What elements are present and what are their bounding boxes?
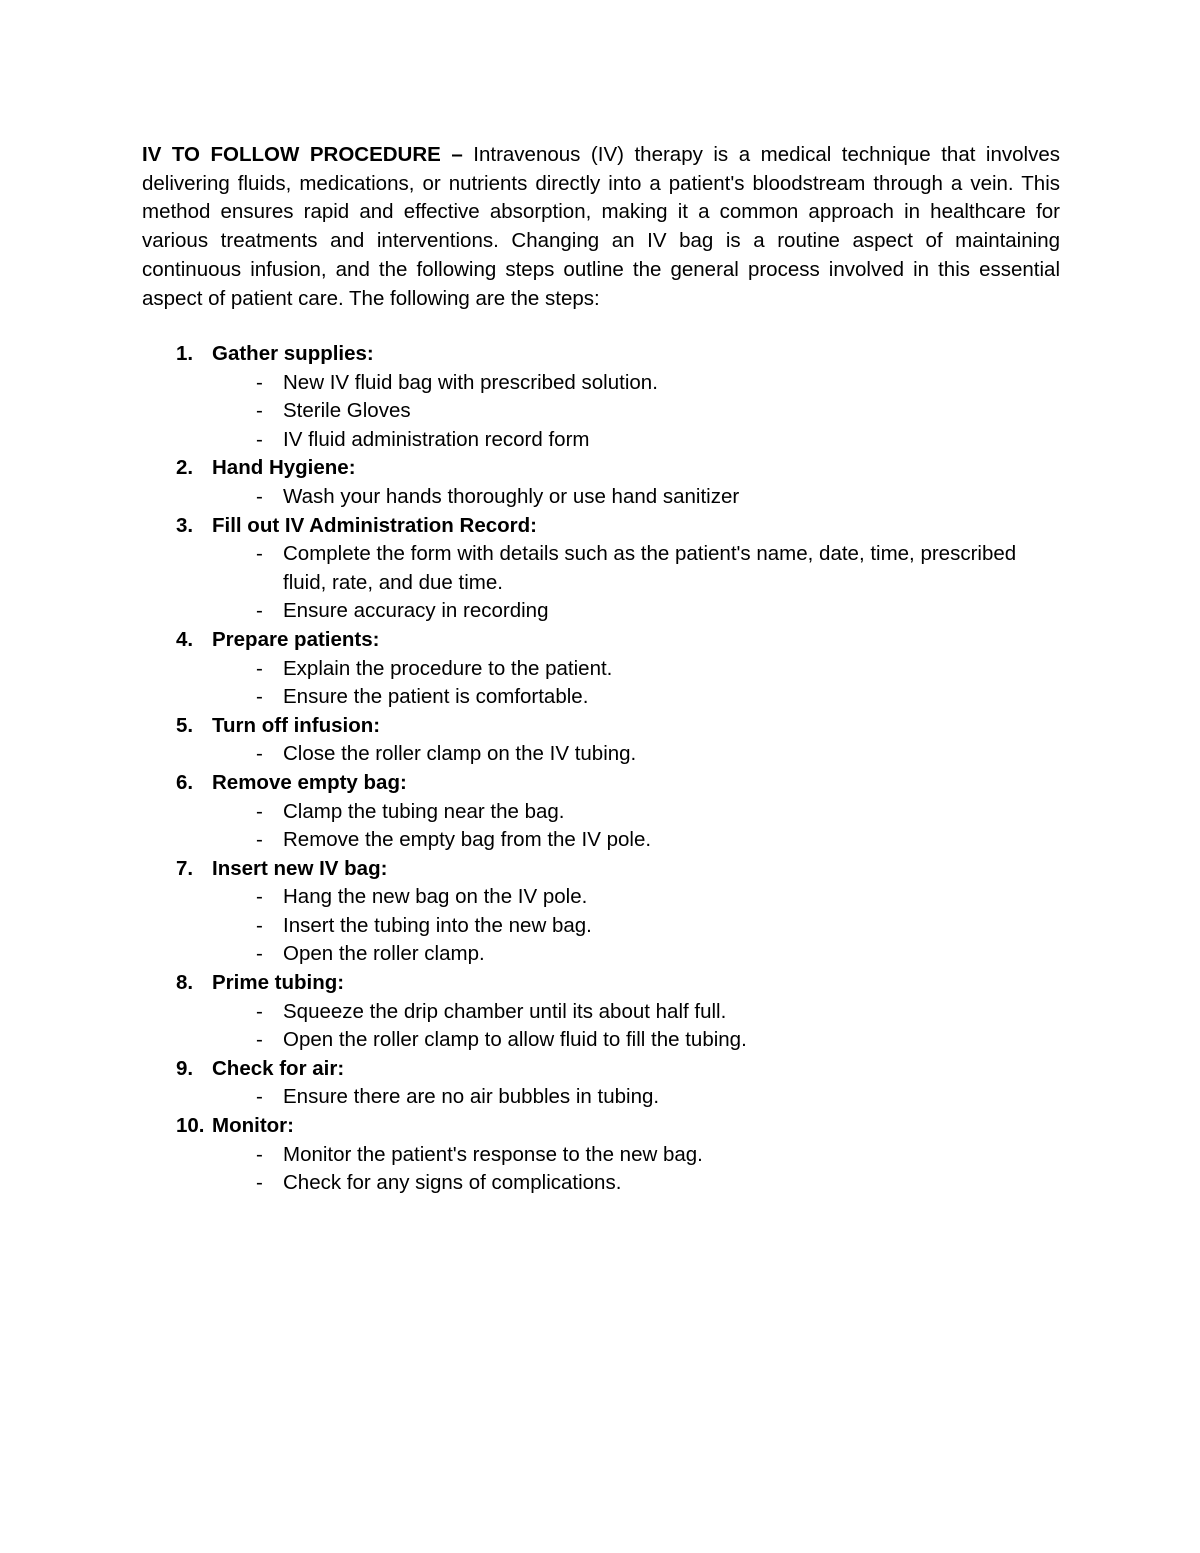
procedure-step [142, 454, 1060, 511]
step-number: 4. [176, 627, 194, 651]
step-title: Remove empty bag: [212, 770, 407, 794]
step-substeps [142, 1141, 1060, 1198]
step-substeps [142, 483, 1060, 512]
substep-text: Ensure accuracy in recording [283, 599, 549, 623]
substep-text: Open the roller clamp. [283, 942, 485, 966]
step-title: Insert new IV bag: [212, 856, 388, 880]
substep-item [142, 397, 1060, 426]
dash-bullet: - [256, 656, 263, 680]
step-title: Fill out IV Administration Record: [212, 513, 537, 537]
step-heading [142, 626, 1060, 655]
substep-text: Check for any signs of complications. [283, 1171, 622, 1195]
substep-text: Hang the new bag on the IV pole. [283, 885, 588, 909]
step-substeps [142, 369, 1060, 455]
procedure-step [142, 855, 1060, 969]
step-substeps [142, 1083, 1060, 1112]
step-title: Prime tubing: [212, 971, 345, 995]
dash-bullet: - [256, 885, 263, 909]
dash-bullet: - [256, 1142, 263, 1166]
step-substeps [142, 883, 1060, 969]
substep-item [142, 1083, 1060, 1112]
substep-text: Squeeze the drip chamber until its about half full. [283, 999, 727, 1023]
step-number: 1. [176, 342, 194, 365]
dash-bullet: - [256, 799, 263, 823]
substep-text: Explain the procedure to the patient. [283, 656, 613, 680]
substep-item [142, 740, 1060, 769]
step-heading [142, 512, 1060, 541]
step-title: Hand Hygiene: [212, 456, 356, 480]
step-substeps [142, 740, 1060, 769]
step-substeps [142, 655, 1060, 712]
step-number: 7. [176, 856, 194, 880]
substep-item [142, 940, 1060, 969]
step-title: Monitor: [212, 1114, 294, 1138]
step-title: Gather supplies: [212, 342, 374, 365]
dash-bullet: - [256, 427, 263, 451]
step-substeps [142, 798, 1060, 855]
substep-text: Remove the empty bag from the IV pole. [283, 828, 652, 852]
step-heading [142, 712, 1060, 741]
substep-item [142, 883, 1060, 912]
dash-bullet: - [256, 742, 263, 766]
step-heading [142, 1055, 1060, 1084]
step-heading [142, 340, 1060, 369]
procedure-step [142, 1112, 1060, 1198]
dash-bullet: - [256, 399, 263, 423]
dash-bullet: - [256, 599, 263, 623]
dash-bullet: - [256, 370, 263, 394]
substep-item [142, 655, 1060, 684]
dash-bullet: - [256, 999, 263, 1023]
step-title: Turn off infusion: [212, 713, 381, 737]
dash-bullet: - [256, 1171, 263, 1195]
procedure-step [142, 512, 1060, 626]
step-substeps [142, 998, 1060, 1055]
substep-item [142, 597, 1060, 626]
dash-bullet: - [256, 828, 263, 852]
intro-paragraph [142, 141, 1060, 313]
intro-body: Intravenous (IV) therapy is a medical technique that involves delivering fluids, medications, or nutrients directly into a patient's bloodstream through a vein. This method ensures rapid and effective absorption, making it a common approach in healthcare for various treatments and interventions. Changing an IV bag is a routine aspect of maintaining continuous infusion, and the following steps outline the general process involved in this essential aspect of patient care. The following are the steps: [142, 143, 1060, 310]
substep-item [142, 683, 1060, 712]
dash-bullet: - [256, 685, 263, 709]
substep-text: Clamp the tubing near the bag. [283, 799, 565, 823]
substep-item [142, 369, 1060, 398]
substep-text: Close the roller clamp on the IV tubing. [283, 742, 637, 766]
procedure-step [142, 712, 1060, 769]
substep-item [142, 1169, 1060, 1198]
substep-item [142, 998, 1060, 1027]
step-number: 10. [176, 1114, 205, 1138]
substep-item [142, 826, 1060, 855]
step-number: 2. [176, 456, 194, 480]
procedure-step [142, 969, 1060, 1055]
step-substeps [142, 540, 1060, 626]
dash-bullet: - [256, 913, 263, 937]
substep-item [142, 1026, 1060, 1055]
step-number: 5. [176, 713, 194, 737]
step-title: Check for air: [212, 1056, 345, 1080]
procedure-step [142, 340, 1060, 454]
procedure-steps [142, 340, 1060, 1198]
substep-item [142, 1141, 1060, 1170]
step-number: 3. [176, 513, 194, 537]
step-number: 6. [176, 770, 194, 794]
substep-text: IV fluid administration record form [283, 427, 590, 451]
step-heading [142, 769, 1060, 798]
substep-text: Monitor the patient's response to the new bag. [283, 1142, 703, 1166]
dash-bullet: - [256, 1028, 263, 1052]
step-number: 8. [176, 971, 194, 995]
substep-item [142, 798, 1060, 827]
procedure-step [142, 769, 1060, 855]
step-heading [142, 1112, 1060, 1141]
substep-item [142, 912, 1060, 941]
step-number: 9. [176, 1056, 194, 1080]
substep-item [142, 483, 1060, 512]
substep-text: Sterile Gloves [283, 399, 411, 423]
intro-heading: IV TO FOLLOW PROCEDURE – [142, 143, 463, 166]
substep-text: New IV fluid bag with prescribed solution. [283, 370, 658, 394]
substep-text: Ensure there are no air bubbles in tubing. [283, 1085, 660, 1109]
substep-text: Complete the form with details such as the patient's name, date, time, prescribed fluid, rate, and due time. [283, 542, 1017, 594]
substep-text: Open the roller clamp to allow fluid to fill the tubing. [283, 1028, 747, 1052]
procedure-step [142, 626, 1060, 712]
step-heading [142, 969, 1060, 998]
dash-bullet: - [256, 942, 263, 966]
substep-text: Wash your hands thoroughly or use hand sanitizer [283, 484, 740, 508]
substep-text: Insert the tubing into the new bag. [283, 913, 592, 937]
substep-item [142, 426, 1060, 455]
dash-bullet: - [256, 1085, 263, 1109]
step-heading [142, 855, 1060, 884]
step-heading [142, 454, 1060, 483]
dash-bullet: - [256, 484, 263, 508]
step-title: Prepare patients: [212, 627, 380, 651]
procedure-step [142, 1055, 1060, 1112]
substep-item [142, 540, 1060, 597]
dash-bullet: - [256, 542, 263, 566]
substep-text: Ensure the patient is comfortable. [283, 685, 589, 709]
